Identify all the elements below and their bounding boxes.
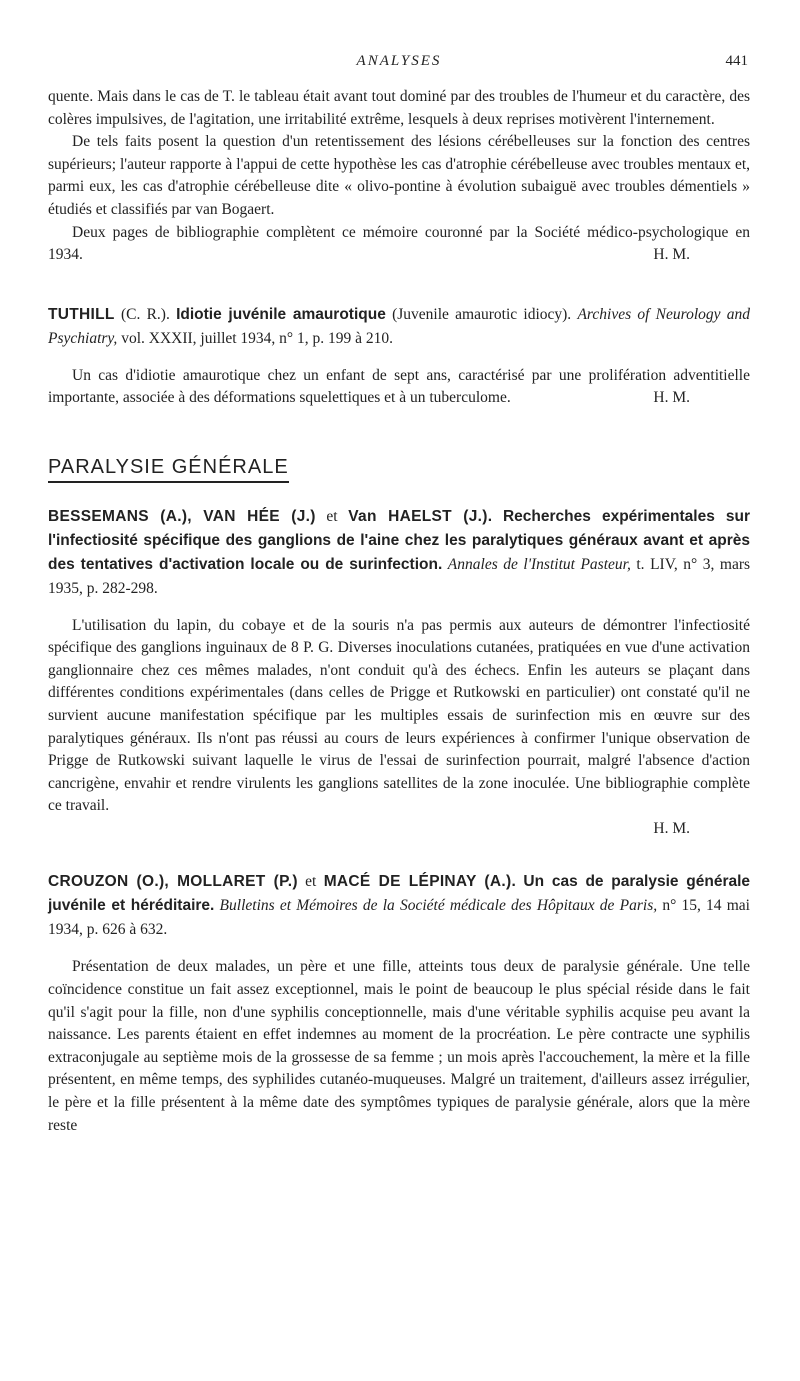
entry-abstract [48,365,750,410]
entry-author: Van HAELST (J.). [348,507,493,525]
entry-title: Un cas de paralysie générale juvénile et héréditaire. [48,873,751,915]
page-number: 441 [725,53,748,69]
entry-reference: vol. XXXII, juillet 1934, n° 1, p. 199 à 210. [121,329,394,347]
entry-conjunction: et [326,507,338,525]
entry-title: Idiotie juvénile amaurotique [176,305,386,323]
page-header [48,50,750,86]
entry-journal: Archives of Neurology and Psychiatry, [48,305,751,347]
entry-abstract: Présentation de deux malades, un père et une fille, atteints tous deux de paralysie générale. Une telle coïncidence constitue un fait assez exceptionnel, mais le point de beaucoup le plus spécial réside dans le fait qu'il s'agit pour la fille, non d'une syphilis conceptionnelle, mais d'une véritable syphilis acquise peu avant la naissance. Les parents étaient en effet indemnes au moment de la procréation. Le père contracte une syphilis extraconjugale au septième mois de la grossesse de sa femme ; un mois après l'accouchement, la mère et la fille présentent, en même temps, des syphilides cutanéo-muqueuses. Malgré un traitement, d'ailleurs assez irrégulier, le père et la fille présentent à la même date des symptômes typiques de paralysie générale, alors que la mère reste [48,958,750,1134]
entry-authors: CROUZON (O.), MOLLARET (P.) [48,873,298,891]
paragraph: De tels faits posent la question d'un retentissement des lésions cérébelleuses sur la fonction des centres supérieurs; l'auteur rapporte à l'appui de cette hypothèse les cas d'atrophie cérébelleuse avec troubles mentaux et, parmi eux, les cas d'atrophie cérébelleuse dite « olivo-pontine à évolution subaiguë avec troubles démentiels » étudiés et classifiés par van Bogaert. [48,133,750,218]
paragraph [48,222,750,267]
entry-citation [48,505,750,601]
entry-journal: Annales de l'Institut Pasteur, [447,555,631,573]
abstract-text: Un cas d'idiotie amaurotique chez un enfant de sept ans, caractérisé par une prolifération adventitielle importante, associée à des déformations squelettiques et à un tuberculome. [48,366,750,407]
entry-author: MACÉ DE LÉPINAY (A.). [323,873,517,891]
entry-citation [48,303,750,351]
paragraph: quente. Mais dans le cas de T. le tableau était avant tout dominé par des troubles de l'humeur et du caractère, des colères impulsives, de l'agitation, une irritabilité extrême, lesquels à deux reprises motivèrent l'internement. [48,88,750,128]
paragraph-text: Deux pages de bibliographie complètent ce mémoire couronné par la Société médico-psychologique en 1934. [48,223,750,264]
reviewer-signature: H. M. [653,246,690,264]
previous-review-continuation [48,86,750,267]
entry-authors: BESSEMANS (A.), VAN HÉE (J.) [48,507,316,525]
entry-conjunction: et [305,873,317,891]
entry-reference: n° 15, 14 mai 1934, p. 626 à 632. [48,897,750,939]
review-entry-tuthill [48,303,750,410]
entry-initials: (C. R.). [120,305,170,323]
section-title: PARALYSIE GÉNÉRALE [48,456,289,483]
entry-journal: Bulletins et Mémoires de la Société médicale des Hôpitaux de Paris, [219,897,658,915]
entry-abstract: L'utilisation du lapin, du cobaye et de la souris n'a pas permis aux auteurs de démontrer l'infectiosité spécifique des ganglions inguinaux de 8 P. G. Diverses inoculations cutanées, pratiquées en vue d'une activation ganglionnaire chez ces mêmes malades, n'ont conduit qu'à des échecs. Enfin les auteurs se plaçant dans différentes conditions expérimentales (dans celles de Prigge et Rutkowski en particulier) ont constaté qu'il ne survient aucune manifestation spécifique par les multiples essais de surinfection mis en œuvre sur des paralytiques généraux. Ils n'ont pas réussi au cours de leurs expériences à confirmer l'unique observation de Prigge de Rutkowski suivant laquelle le virus de l'essai de surinfection pourrait, malgré l'absence d'action cancrigène, envahir et rendre virulents les ganglions satellites de la zone inoculée. Une bibliographie complète ce travail. [48,616,750,815]
running-title: ANALYSES [356,53,442,69]
review-entry-bessemans [48,505,750,841]
review-entry-crouzon [48,870,750,1137]
section-header-wrap [48,410,750,483]
reviewer-signature: H. M. [653,389,690,407]
reviewer-signature: H. M. [653,819,690,837]
entry-original-title: (Juvenile amaurotic idiocy). [392,305,572,323]
entry-citation [48,870,750,942]
entry-reference: t. LIV, n° 3, mars 1935, p. 282-298. [48,555,751,597]
entry-author: TUTHILL [48,305,115,323]
entry-title: Recherches expérimentales sur l'infectiosité spécifique des ganglions de l'aine chez les paralytiques généraux avant et après des tentatives d'activation locale ou de surinfection. [48,507,751,573]
